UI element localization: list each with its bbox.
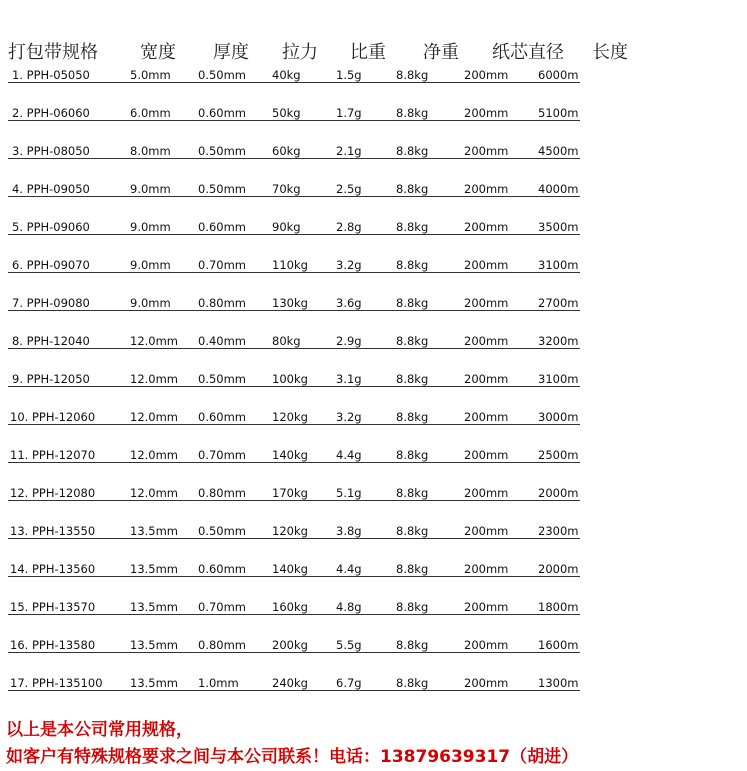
cell-width: 12.0mm bbox=[130, 486, 179, 500]
cell-width: 6.0mm bbox=[130, 106, 171, 120]
row-underline bbox=[8, 348, 580, 349]
cell-tensile: 140kg bbox=[272, 562, 308, 576]
table-row bbox=[0, 104, 747, 142]
cell-length: 1300m bbox=[538, 676, 579, 690]
cell-spec-code: 5. PPH-09060 bbox=[12, 220, 90, 234]
cell-net-weight: 8.8kg bbox=[396, 638, 429, 652]
cell-density: 2.9g bbox=[336, 334, 362, 348]
cell-density: 2.8g bbox=[336, 220, 362, 234]
cell-net-weight: 8.8kg bbox=[396, 562, 429, 576]
header-spec: 打包带规格 bbox=[8, 42, 98, 63]
cell-length: 3100m bbox=[538, 258, 579, 272]
table-row bbox=[0, 180, 747, 218]
row-underline bbox=[8, 690, 580, 691]
cell-length: 2300m bbox=[538, 524, 579, 538]
cell-spec-code: 3. PPH-08050 bbox=[12, 144, 90, 158]
table-row bbox=[0, 218, 747, 256]
header-core-diameter: 纸芯直径 bbox=[492, 42, 564, 63]
cell-tensile: 200kg bbox=[272, 638, 308, 652]
cell-thickness: 0.50mm bbox=[198, 182, 247, 196]
row-underline bbox=[8, 158, 580, 159]
cell-net-weight: 8.8kg bbox=[396, 600, 429, 614]
cell-width: 13.5mm bbox=[130, 600, 179, 614]
row-underline bbox=[8, 500, 580, 501]
cell-density: 3.8g bbox=[336, 524, 362, 538]
cell-width: 13.5mm bbox=[130, 524, 179, 538]
cell-thickness: 0.60mm bbox=[198, 410, 247, 424]
cell-spec-code: 7. PPH-09080 bbox=[12, 296, 90, 310]
cell-spec-code: 12. PPH-12080 bbox=[10, 486, 96, 500]
cell-spec-code: 15. PPH-13570 bbox=[10, 600, 96, 614]
cell-core-diameter: 200mm bbox=[464, 334, 509, 348]
row-underline bbox=[8, 120, 580, 121]
cell-spec-code: 14. PPH-13560 bbox=[10, 562, 96, 576]
cell-core-diameter: 200mm bbox=[464, 106, 509, 120]
cell-length: 3000m bbox=[538, 410, 579, 424]
footer-contact: 如客户有特殊规格要求之间与本公司联系！电话：13879639317（胡进） bbox=[6, 747, 579, 767]
cell-width: 13.5mm bbox=[130, 676, 179, 690]
cell-length: 2700m bbox=[538, 296, 579, 310]
cell-width: 9.0mm bbox=[130, 258, 171, 272]
table-row bbox=[0, 294, 747, 332]
cell-spec-code: 10. PPH-12060 bbox=[10, 410, 96, 424]
header-density: 比重 bbox=[350, 42, 386, 63]
cell-tensile: 140kg bbox=[272, 448, 308, 462]
cell-density: 3.6g bbox=[336, 296, 362, 310]
cell-thickness: 0.50mm bbox=[198, 372, 247, 386]
cell-width: 12.0mm bbox=[130, 410, 179, 424]
cell-net-weight: 8.8kg bbox=[396, 296, 429, 310]
row-underline bbox=[8, 272, 580, 273]
cell-thickness: 1.0mm bbox=[198, 676, 239, 690]
cell-spec-code: 9. PPH-12050 bbox=[12, 372, 90, 386]
cell-core-diameter: 200mm bbox=[464, 676, 509, 690]
cell-thickness: 0.60mm bbox=[198, 220, 247, 234]
cell-tensile: 130kg bbox=[272, 296, 308, 310]
cell-spec-code: 1. PPH-05050 bbox=[12, 68, 90, 82]
cell-width: 5.0mm bbox=[130, 68, 171, 82]
cell-core-diameter: 200mm bbox=[464, 562, 509, 576]
cell-thickness: 0.50mm bbox=[198, 144, 247, 158]
cell-density: 3.2g bbox=[336, 258, 362, 272]
cell-core-diameter: 200mm bbox=[464, 258, 509, 272]
cell-tensile: 120kg bbox=[272, 410, 308, 424]
cell-tensile: 100kg bbox=[272, 372, 308, 386]
cell-net-weight: 8.8kg bbox=[396, 410, 429, 424]
cell-tensile: 170kg bbox=[272, 486, 308, 500]
cell-tensile: 80kg bbox=[272, 334, 301, 348]
cell-thickness: 0.50mm bbox=[198, 68, 247, 82]
cell-spec-code: 13. PPH-13550 bbox=[10, 524, 96, 538]
cell-thickness: 0.60mm bbox=[198, 562, 247, 576]
cell-thickness: 0.60mm bbox=[198, 106, 247, 120]
footer-note: 以上是本公司常用规格， bbox=[6, 720, 193, 740]
cell-core-diameter: 200mm bbox=[464, 372, 509, 386]
cell-thickness: 0.40mm bbox=[198, 334, 247, 348]
cell-net-weight: 8.8kg bbox=[396, 182, 429, 196]
row-underline bbox=[8, 196, 580, 197]
cell-length: 2500m bbox=[538, 448, 579, 462]
cell-density: 1.5g bbox=[336, 68, 362, 82]
cell-thickness: 0.70mm bbox=[198, 258, 247, 272]
cell-net-weight: 8.8kg bbox=[396, 220, 429, 234]
cell-density: 4.4g bbox=[336, 448, 362, 462]
cell-tensile: 110kg bbox=[272, 258, 308, 272]
cell-net-weight: 8.8kg bbox=[396, 334, 429, 348]
cell-net-weight: 8.8kg bbox=[396, 486, 429, 500]
cell-tensile: 40kg bbox=[272, 68, 301, 82]
cell-spec-code: 16. PPH-13580 bbox=[10, 638, 96, 652]
cell-width: 12.0mm bbox=[130, 372, 179, 386]
cell-length: 4000m bbox=[538, 182, 579, 196]
header-tensile: 拉力 bbox=[282, 42, 318, 63]
cell-core-diameter: 200mm bbox=[464, 410, 509, 424]
cell-thickness: 0.80mm bbox=[198, 296, 247, 310]
cell-net-weight: 8.8kg bbox=[396, 448, 429, 462]
cell-length: 5100m bbox=[538, 106, 579, 120]
cell-tensile: 120kg bbox=[272, 524, 308, 538]
cell-tensile: 240kg bbox=[272, 676, 308, 690]
cell-density: 2.5g bbox=[336, 182, 362, 196]
row-underline bbox=[8, 82, 580, 83]
row-underline bbox=[8, 576, 580, 577]
table-row bbox=[0, 674, 747, 712]
cell-tensile: 60kg bbox=[272, 144, 301, 158]
cell-width: 9.0mm bbox=[130, 296, 171, 310]
cell-net-weight: 8.8kg bbox=[396, 258, 429, 272]
cell-width: 13.5mm bbox=[130, 562, 179, 576]
table-row bbox=[0, 446, 747, 484]
row-underline bbox=[8, 652, 580, 653]
cell-spec-code: 8. PPH-12040 bbox=[12, 334, 90, 348]
table-row bbox=[0, 370, 747, 408]
row-underline bbox=[8, 234, 580, 235]
cell-width: 9.0mm bbox=[130, 182, 171, 196]
cell-density: 5.1g bbox=[336, 486, 362, 500]
cell-density: 2.1g bbox=[336, 144, 362, 158]
cell-length: 2000m bbox=[538, 562, 579, 576]
cell-core-diameter: 200mm bbox=[464, 638, 509, 652]
cell-spec-code: 11. PPH-12070 bbox=[10, 448, 96, 462]
table-row bbox=[0, 484, 747, 522]
spec-table-header bbox=[0, 38, 747, 66]
cell-core-diameter: 200mm bbox=[464, 144, 509, 158]
table-row bbox=[0, 256, 747, 294]
cell-length: 3500m bbox=[538, 220, 579, 234]
cell-tensile: 70kg bbox=[272, 182, 301, 196]
cell-width: 9.0mm bbox=[130, 220, 171, 234]
cell-density: 3.2g bbox=[336, 410, 362, 424]
cell-length: 2000m bbox=[538, 486, 579, 500]
cell-core-diameter: 200mm bbox=[464, 448, 509, 462]
table-row bbox=[0, 142, 747, 180]
cell-density: 5.5g bbox=[336, 638, 362, 652]
cell-length: 6000m bbox=[538, 68, 579, 82]
cell-net-weight: 8.8kg bbox=[396, 106, 429, 120]
cell-core-diameter: 200mm bbox=[464, 296, 509, 310]
table-row bbox=[0, 560, 747, 598]
cell-length: 1600m bbox=[538, 638, 579, 652]
cell-width: 12.0mm bbox=[130, 448, 179, 462]
cell-density: 4.4g bbox=[336, 562, 362, 576]
cell-thickness: 0.70mm bbox=[198, 448, 247, 462]
cell-length: 1800m bbox=[538, 600, 579, 614]
table-row bbox=[0, 636, 747, 674]
cell-core-diameter: 200mm bbox=[464, 182, 509, 196]
row-underline bbox=[8, 424, 580, 425]
cell-net-weight: 8.8kg bbox=[396, 68, 429, 82]
row-underline bbox=[8, 462, 580, 463]
cell-density: 3.1g bbox=[336, 372, 362, 386]
cell-net-weight: 8.8kg bbox=[396, 676, 429, 690]
cell-thickness: 0.50mm bbox=[198, 524, 247, 538]
cell-density: 4.8g bbox=[336, 600, 362, 614]
table-row bbox=[0, 66, 747, 104]
cell-length: 4500m bbox=[538, 144, 579, 158]
header-width: 宽度 bbox=[140, 42, 176, 63]
cell-spec-code: 6. PPH-09070 bbox=[12, 258, 90, 272]
cell-tensile: 90kg bbox=[272, 220, 301, 234]
row-underline bbox=[8, 310, 580, 311]
cell-net-weight: 8.8kg bbox=[396, 372, 429, 386]
cell-core-diameter: 200mm bbox=[464, 486, 509, 500]
cell-core-diameter: 200mm bbox=[464, 68, 509, 82]
table-row bbox=[0, 598, 747, 636]
table-row bbox=[0, 332, 747, 370]
cell-spec-code: 4. PPH-09050 bbox=[12, 182, 90, 196]
cell-width: 13.5mm bbox=[130, 638, 179, 652]
cell-density: 1.7g bbox=[336, 106, 362, 120]
cell-length: 3200m bbox=[538, 334, 579, 348]
cell-thickness: 0.70mm bbox=[198, 600, 247, 614]
header-thickness: 厚度 bbox=[213, 42, 249, 63]
row-underline bbox=[8, 538, 580, 539]
row-underline bbox=[8, 386, 580, 387]
header-net-weight: 净重 bbox=[423, 42, 459, 63]
cell-length: 3100m bbox=[538, 372, 579, 386]
spec-table-body bbox=[0, 66, 747, 712]
cell-thickness: 0.80mm bbox=[198, 486, 247, 500]
table-row bbox=[0, 522, 747, 560]
cell-tensile: 160kg bbox=[272, 600, 308, 614]
row-underline bbox=[8, 614, 580, 615]
cell-net-weight: 8.8kg bbox=[396, 524, 429, 538]
cell-width: 12.0mm bbox=[130, 334, 179, 348]
cell-spec-code: 17. PPH-135100 bbox=[10, 676, 103, 690]
cell-core-diameter: 200mm bbox=[464, 600, 509, 614]
cell-width: 8.0mm bbox=[130, 144, 171, 158]
cell-tensile: 50kg bbox=[272, 106, 301, 120]
cell-spec-code: 2. PPH-06060 bbox=[12, 106, 90, 120]
cell-density: 6.7g bbox=[336, 676, 362, 690]
cell-core-diameter: 200mm bbox=[464, 524, 509, 538]
cell-core-diameter: 200mm bbox=[464, 220, 509, 234]
cell-thickness: 0.80mm bbox=[198, 638, 247, 652]
table-row bbox=[0, 408, 747, 446]
cell-net-weight: 8.8kg bbox=[396, 144, 429, 158]
header-length: 长度 bbox=[592, 42, 628, 63]
